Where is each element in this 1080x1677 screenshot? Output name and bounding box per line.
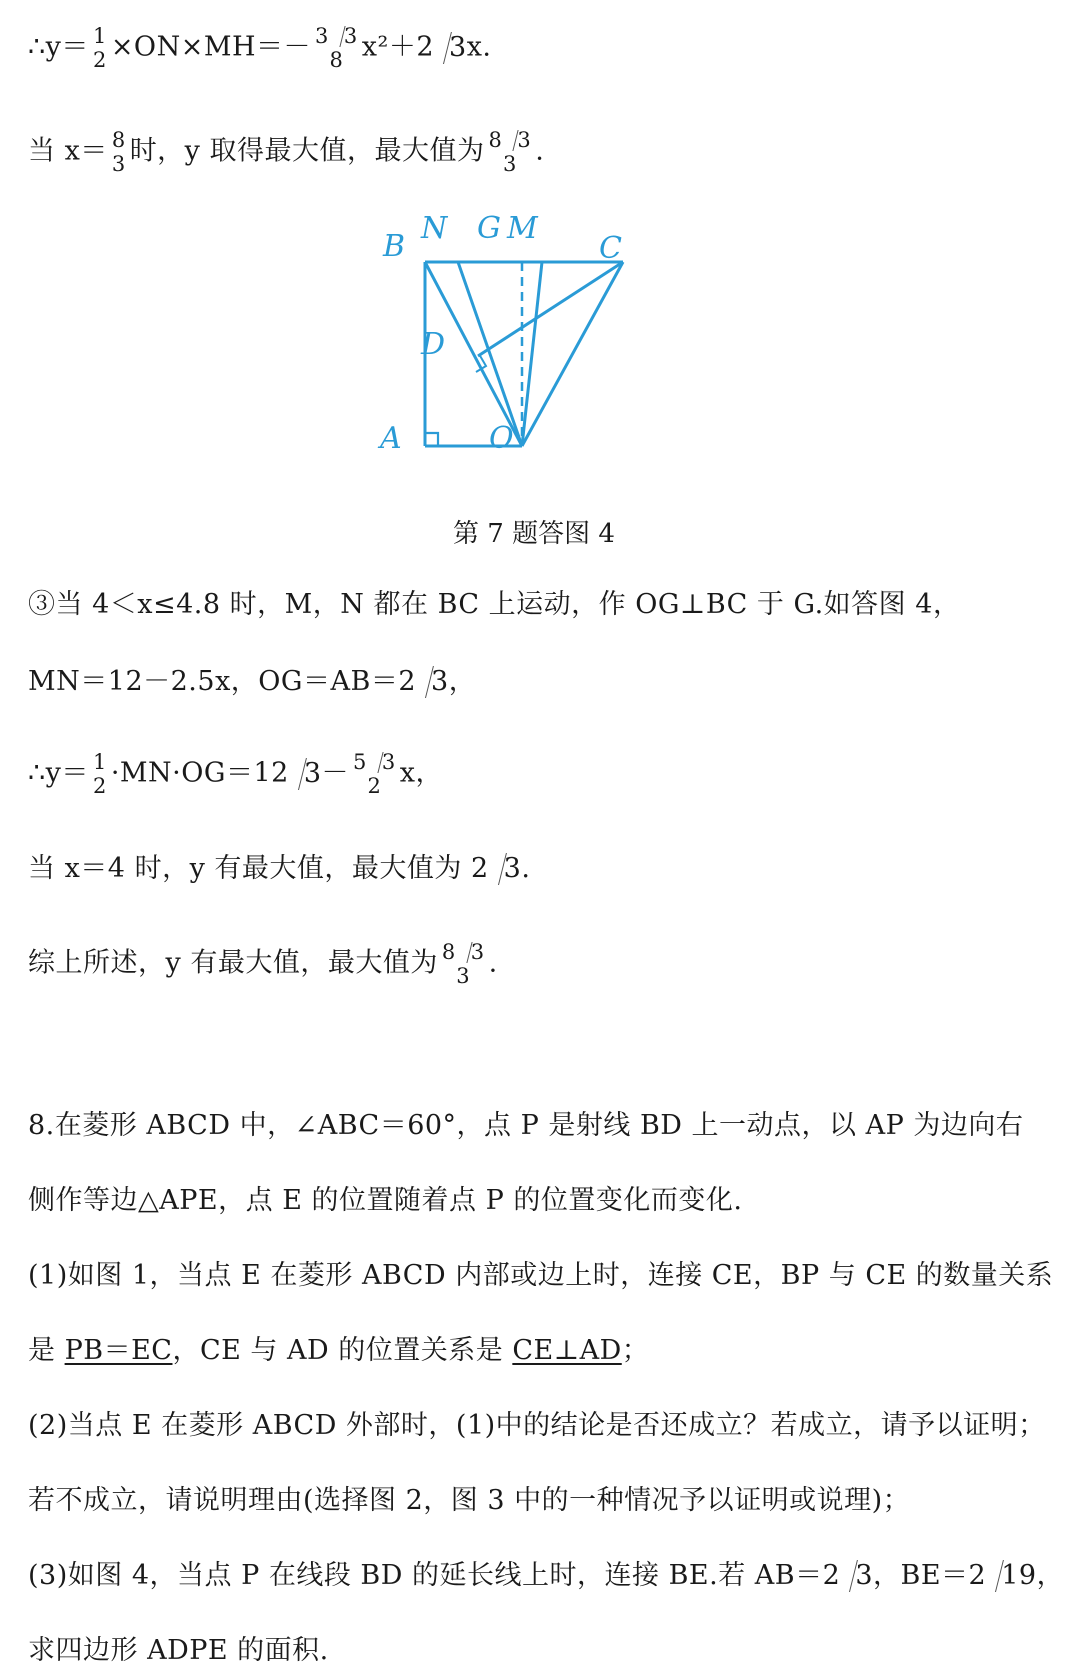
label-D: D	[421, 327, 446, 362]
radicand: 3	[503, 853, 522, 884]
l6-post: .	[521, 853, 531, 884]
l11-mid: ，CE 与 AD 的位置关系是	[172, 1335, 513, 1366]
text-line-12: (2)当点 E 在菱形 ABCD 外部时，(1)中的结论是否还成立？若成立，请予以证明；	[28, 1410, 1046, 1441]
label-B: B	[383, 229, 406, 264]
sqrt	[331, 24, 358, 48]
text-line-9: 侧作等边△APE，点 E 的位置随着点 P 的位置变化而变化.	[28, 1185, 743, 1216]
answer-underlined-2: CE⊥AD	[512, 1335, 622, 1366]
num: 3	[315, 24, 329, 48]
label-N: N	[421, 211, 448, 246]
radicand: 3	[449, 31, 467, 63]
text-line-11	[28, 1333, 649, 1369]
l14-pre: (3)如图 4，当点 P 在线段 BD 的延长线上时，连接 BE.若 AB＝2	[28, 1560, 841, 1591]
num: 8	[111, 128, 126, 152]
sqrt	[504, 128, 531, 152]
radicand: 3	[470, 940, 485, 964]
label-A: A	[380, 421, 402, 456]
line-MO	[522, 262, 542, 446]
l7-pre: 综上所述，y 有最大值，最大值为	[28, 947, 438, 979]
text-line-10: (1)如图 1，当点 E 在菱形 ABCD 内部或边上时，连接 CE，BP 与 CE 的数量关系	[28, 1260, 1054, 1291]
radicand: 3	[303, 757, 322, 789]
text-line-8: 8.在菱形 ABCD 中，∠ABC＝60°，点 P 是射线 BD 上一动点，以 AP 为边向右	[28, 1110, 1024, 1141]
den: 2	[92, 774, 107, 798]
l11-post: ；	[621, 1335, 650, 1366]
text-line-5	[28, 750, 443, 798]
fraction-3root3-8	[313, 24, 360, 72]
radicand: 3	[343, 24, 358, 48]
label-C: C	[599, 231, 622, 266]
num: 1	[92, 24, 107, 48]
l1-mid: ×ON×MH＝－	[110, 31, 312, 63]
sqrt	[842, 1558, 873, 1594]
fraction-1-2	[91, 24, 109, 72]
fraction-1-2	[91, 750, 109, 798]
l1-post1: x²＋2	[361, 31, 434, 63]
den: 3	[456, 964, 471, 988]
sqrt	[291, 756, 322, 792]
sqrt	[436, 30, 467, 66]
sqrt	[369, 750, 396, 774]
fraction-5root3-2	[351, 750, 398, 798]
sqrt	[418, 664, 449, 700]
den: 2	[92, 48, 107, 72]
label-M: M	[507, 211, 538, 246]
radicand: 3	[381, 750, 396, 774]
l5-minus: －	[321, 757, 349, 789]
text-line-7	[28, 940, 498, 988]
text-line-14	[28, 1558, 1064, 1594]
fraction-8-3	[110, 128, 128, 176]
right-angle-A	[425, 433, 438, 446]
radicand: 3	[855, 1560, 873, 1591]
l14-post: ，	[1036, 1560, 1065, 1591]
l7-post: .	[488, 947, 498, 979]
l2-mid: 时，y 取得最大值，最大值为	[129, 135, 485, 167]
text-line-6	[28, 851, 530, 887]
text-line-1	[28, 24, 492, 72]
num: 8	[441, 940, 456, 964]
l2-post: .	[535, 135, 545, 167]
l14-mid: ，BE＝2	[873, 1560, 987, 1591]
sqrt	[988, 1558, 1036, 1594]
text-line-15: 求四边形 ADPE 的面积.	[28, 1635, 329, 1666]
den: 2	[367, 774, 382, 798]
line-NO	[458, 262, 522, 446]
fraction-8root3-3	[440, 940, 487, 988]
sqrt	[491, 851, 522, 887]
num: 8	[488, 128, 503, 152]
l2-pre: 当 x＝	[28, 135, 108, 167]
text-line-3: ③当 4＜x≤4.8 时，M，N 都在 BC 上运动，作 OG⊥BC 于 G.如答图 4，	[28, 589, 961, 620]
l4-post: ，	[448, 666, 477, 697]
fraction-8root3-3	[487, 128, 534, 176]
geometry-figure	[380, 211, 695, 486]
l11-pre: 是	[28, 1335, 65, 1366]
figure-caption: 第 7 题答图 4	[453, 519, 615, 549]
num: 1	[92, 750, 107, 774]
radicand: 3	[517, 128, 532, 152]
num: 5	[353, 750, 367, 774]
text-line-13: 若不成立，请说明理由(选择图 2，图 3 中的一种情况予以证明或说理)；	[28, 1485, 911, 1516]
l5-mid: ·MN·OG＝12	[110, 757, 289, 789]
den: 3	[502, 152, 517, 176]
den: 8	[329, 48, 344, 72]
l4-pre: MN＝12－2.5x，OG＝AB＝2	[28, 666, 417, 697]
l5-pre: ∴y＝	[28, 757, 89, 789]
l1-pre: ∴y＝	[28, 31, 89, 63]
radicand: 3	[431, 666, 449, 697]
label-O: O	[489, 421, 514, 456]
text-line-2	[28, 128, 544, 176]
l6-pre: 当 x＝4 时，y 有最大值，最大值为 2	[28, 853, 489, 884]
line-CO	[522, 262, 623, 446]
text-line-4	[28, 664, 476, 700]
l1-post2: x.	[466, 31, 492, 63]
answer-underlined-1: PB＝EC	[64, 1335, 173, 1366]
sqrt	[458, 940, 485, 964]
radicand: 19	[1001, 1560, 1037, 1591]
den: 3	[111, 152, 126, 176]
l5-post: x，	[399, 757, 443, 789]
label-G: G	[477, 211, 501, 246]
line-CD	[478, 262, 623, 356]
